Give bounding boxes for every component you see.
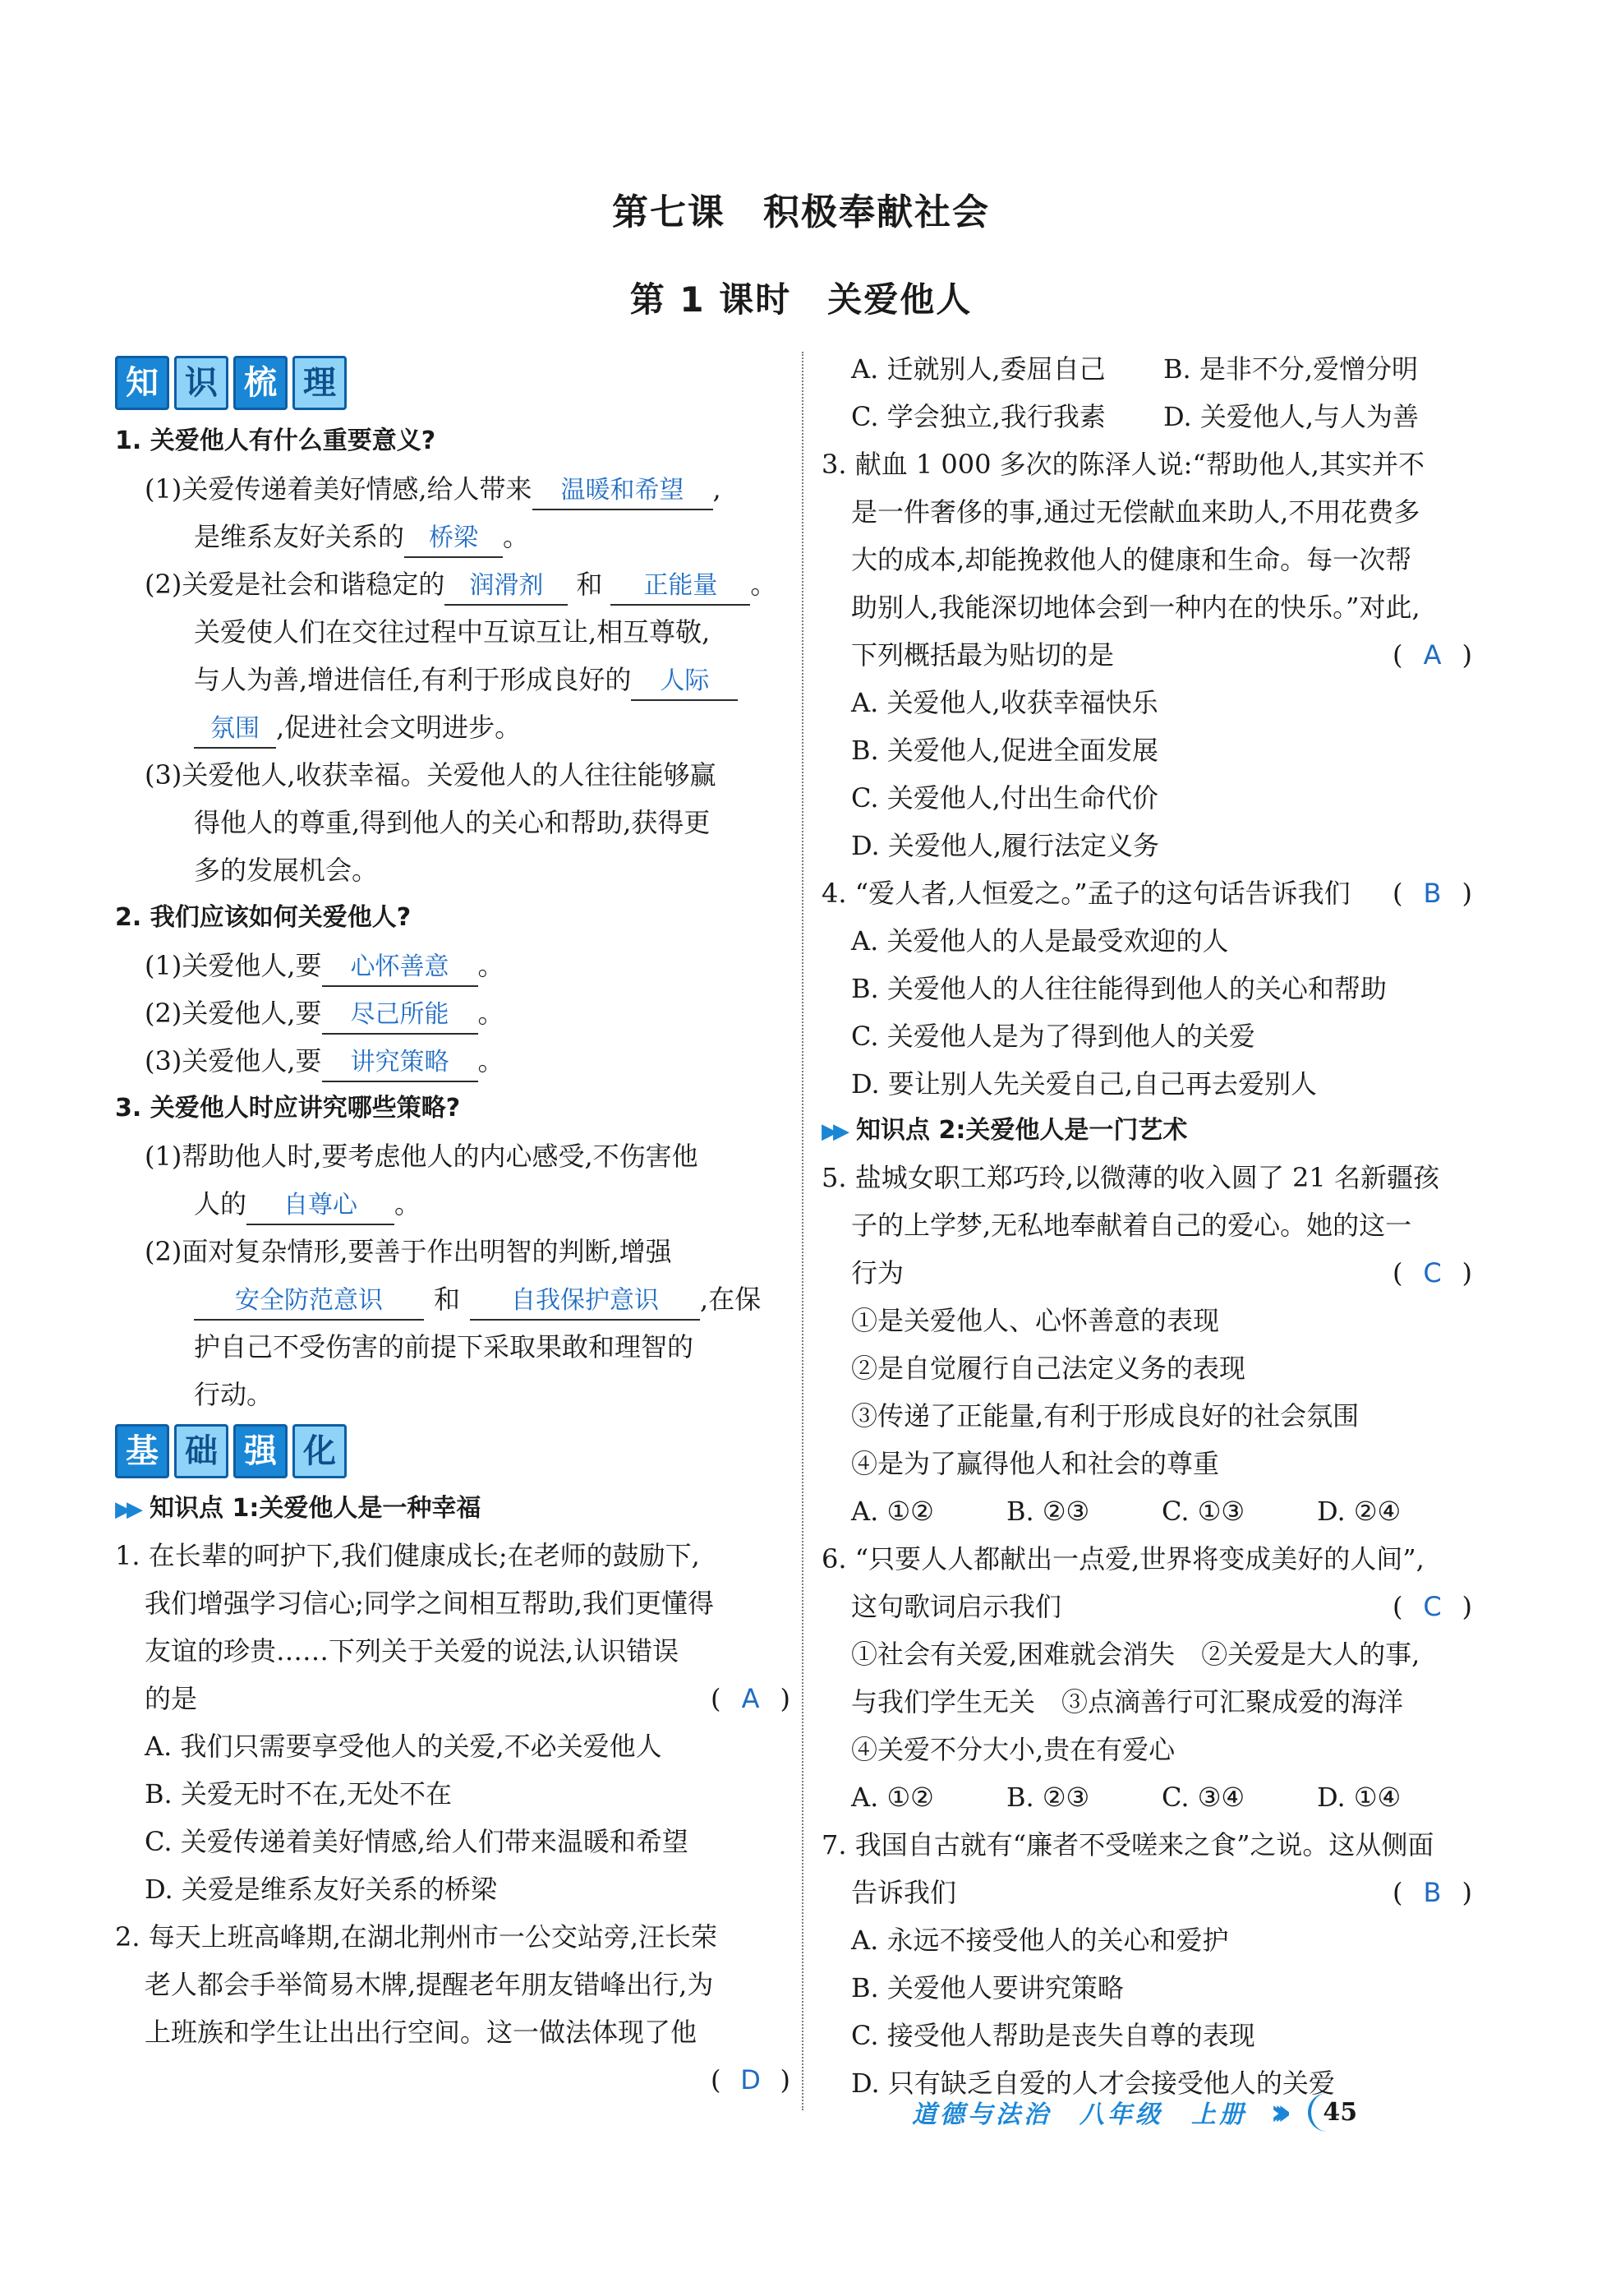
option: B. 关爱他人的人往往能得到他人的关心和帮助: [851, 973, 1387, 1004]
answer-choice: B: [1423, 1877, 1442, 1908]
answer-blank: 自我保护意识: [470, 1283, 700, 1321]
option-row: [822, 1773, 1472, 1821]
option: B. ②③: [1006, 1782, 1090, 1813]
option: C. ③④: [1162, 1782, 1245, 1813]
question-line: 行为 ( C ): [822, 1249, 1472, 1297]
answer-blank: 尽己所能: [322, 997, 478, 1035]
option: A. 永远不接受他人的关心和爱护: [851, 1925, 1229, 1956]
option: A. 关爱他人的人是最受欢迎的人: [851, 925, 1229, 957]
option-row: [822, 1487, 1472, 1535]
text-line: 关爱使人们在交往过程中互谅互让,相互尊敬,: [194, 616, 711, 648]
option: D. 要让别人先关爱自己,自己再去爱别人: [851, 1068, 1318, 1100]
lesson-title: 第七课 积极奉献社会: [612, 191, 990, 233]
option: D. 关爱是维系友好关系的桥梁: [145, 1874, 497, 1905]
banner-char: 础: [174, 1424, 228, 1478]
statement-item: ①社会有关爱,困难就会消失 ②关爱是大人的事,: [851, 1639, 1420, 1670]
answer-choice: B: [1423, 878, 1442, 909]
option: A. ①②: [851, 1496, 934, 1527]
text-line: 人的 自尊心 。: [115, 1180, 790, 1228]
text-line: (1)关爱他人,要 心怀善意 。: [115, 942, 790, 989]
text-line: (3)关爱他人,收获幸福。关爱他人的人往往能够赢: [145, 759, 716, 791]
option: B. ②③: [1006, 1496, 1090, 1527]
banner-char: 识: [174, 356, 228, 410]
option: D. ①④: [1317, 1782, 1402, 1813]
option: A. 我们只需要享受他人的关爱,不必关爱他人: [145, 1731, 662, 1762]
knowledge-banner: [115, 353, 790, 413]
page-number: 45: [1308, 2093, 1357, 2132]
section-title: 第 1 课时 关爱他人: [629, 279, 973, 320]
option: A. ①②: [851, 1782, 934, 1813]
option: C. 关爱他人是为了得到他人的关爱: [851, 1021, 1255, 1052]
answer-bracket: ( B ): [1393, 869, 1472, 917]
banner-char: 基: [115, 1424, 169, 1478]
question-line: 4. “爱人者,人恒爱之。”孟子的这句话告诉我们 ( B ): [822, 869, 1472, 917]
statement-item: 与我们学生无关 ③点滴善行可汇聚成爱的海洋: [851, 1686, 1404, 1717]
question-heading: 3. 关爱他人时应讲究哪些策略?: [115, 1094, 461, 1123]
text-line: 安全防范意识 和 自我保护意识 ,在保: [115, 1275, 790, 1323]
question-line: 助别人,我能深切地体会到一种内在的快乐。”对此,: [851, 592, 1420, 623]
page-footer: [912, 2087, 1357, 2137]
option-row: [822, 393, 1472, 440]
text-line: 是维系友好关系的 桥梁 。: [115, 513, 790, 560]
option: C. 接受他人帮助是丧失自尊的表现: [851, 2020, 1255, 2051]
right-column: [822, 345, 1472, 2107]
question-line: 是一件奢侈的事,通过无偿献血来助人,不用花费多: [851, 496, 1420, 528]
question-heading: 1. 关爱他人有什么重要意义?: [115, 426, 436, 455]
statement-item: ③传递了正能量,有利于形成良好的社会氛围: [851, 1400, 1360, 1432]
text-line: (2)关爱是社会和谐稳定的 润滑剂 和 正能量 。: [115, 560, 790, 608]
answer-choice: A: [741, 1683, 760, 1714]
answer-blank: 润滑剂: [444, 568, 568, 606]
option: A. 迁就别人,委屈自己: [851, 353, 1106, 385]
question-line: 下列概括最为贴切的是 ( A ): [822, 631, 1472, 679]
chevron-right-icon: ›››: [1270, 2091, 1281, 2133]
answer-blank: 正能量: [610, 568, 750, 606]
question-line: 友谊的珍贵……下列关于关爱的说法,认识错误: [145, 1635, 679, 1667]
question-line: 子的上学梦,无私地奉献着自己的爱心。她的这一: [851, 1210, 1412, 1241]
banner-char: 知: [115, 356, 169, 410]
text-line: 得他人的尊重,得到他人的关心和帮助,获得更: [194, 807, 711, 838]
text-line: (2)面对复杂情形,要善于作出明智的判断,增强: [145, 1236, 672, 1267]
left-column: [115, 350, 790, 2104]
question-line: 我们增强学习信心;同学之间相互帮助,我们更懂得: [145, 1588, 714, 1619]
option: C. 关爱传递着美好情感,给人们带来温暖和希望: [145, 1826, 688, 1857]
question-line: 上班族和学生让出出行空间。这一做法体现了他: [145, 2017, 697, 2048]
option: B. 关爱无时不在,无处不在: [145, 1778, 453, 1810]
text-line: 氛围 ,促进社会文明进步。: [115, 703, 790, 751]
option: D. 关爱他人,履行法定义务: [851, 830, 1160, 861]
question-line: 2. 每天上班高峰期,在湖北荆州市一公交站旁,汪长荣: [115, 1921, 718, 1953]
option: D. 只有缺乏自爱的人才会接受他人的关爱: [851, 2068, 1335, 2099]
option: D. 关爱他人,与人为善: [1163, 401, 1420, 432]
option: B. 关爱他人,促进全面发展: [851, 735, 1159, 766]
answer-bracket: ( C ): [1393, 1583, 1472, 1630]
answer-choice: A: [1423, 639, 1442, 671]
question-heading: 2. 我们应该如何关爱他人?: [115, 903, 412, 932]
option: D. ②④: [1317, 1496, 1402, 1527]
answer-bracket: ( A ): [1393, 631, 1472, 679]
answer-choice: C: [1423, 1591, 1442, 1622]
banner-char: 强: [233, 1424, 288, 1478]
question-line: 告诉我们 ( B ): [822, 1869, 1472, 1916]
question-line: 的是 ( A ): [115, 1675, 790, 1722]
answer-choice: D: [740, 2064, 761, 2095]
answer-blank: 安全防范意识: [194, 1283, 424, 1321]
statement-item: ①是关爱他人、心怀善意的表现: [851, 1305, 1220, 1336]
answer-choice: C: [1423, 1257, 1442, 1289]
knowledge-point-heading: ▶▶ 知识点 1:关爱他人是一种幸福: [115, 1494, 481, 1523]
answer-blank: 自尊心: [246, 1187, 394, 1225]
question-line: 1. 在长辈的呵护下,我们健康成长;在老师的鼓励下,: [115, 1540, 700, 1571]
answer-blank: 人际: [631, 663, 738, 701]
knowledge-point-heading: ▶▶ 知识点 2:关爱他人是一门艺术: [822, 1116, 1188, 1145]
text-line: (2)关爱他人,要 尽己所能 。: [115, 989, 790, 1037]
text-line: 多的发展机会。: [194, 855, 379, 886]
answer-bracket: ( D ): [711, 2056, 790, 2104]
question-line: 6. “只要人人都献出一点爱,世界将变成美好的人间”,: [822, 1543, 1425, 1574]
question-line: 3. 献血 1 000 多次的陈泽人说:“帮助他人,其实并不: [822, 449, 1425, 480]
question-line: 老人都会手举简易木牌,提醒老年朋友错峰出行,为: [145, 1969, 714, 2000]
text-line: 护自己不受伤害的前提下采取果敢和理智的: [194, 1331, 694, 1362]
answer-bracket: ( B ): [1393, 1869, 1472, 1916]
basic-banner: [115, 1422, 790, 1481]
option: C. 关爱他人,付出生命代价: [851, 782, 1158, 814]
banner-char: 化: [292, 1424, 347, 1478]
book-title: 道德与法治 八年级 上册: [912, 2100, 1247, 2129]
question-line: 7. 我国自古就有“廉者不受嗟来之食”之说。这从侧面: [822, 1829, 1434, 1860]
answer-blank: 温暖和希望: [532, 473, 713, 510]
banner-char: 理: [292, 356, 347, 410]
answer-blank: 氛围: [194, 711, 276, 749]
option: B. 关爱他人要讲究策略: [851, 1972, 1124, 2003]
question-line: [115, 2056, 790, 2104]
text-line: (1)帮助他人时,要考虑他人的内心感受,不伤害他: [145, 1141, 698, 1172]
option: C. 学会独立,我行我素: [851, 401, 1106, 432]
answer-blank: 心怀善意: [322, 949, 478, 987]
statement-item: ④是为了赢得他人和社会的尊重: [851, 1448, 1220, 1479]
answer-blank: 讲究策略: [322, 1044, 478, 1082]
statement-item: ④关爱不分大小,贵在有爱心: [851, 1734, 1176, 1765]
question-line: 5. 盐城女职工郑巧玲,以微薄的收入圆了 21 名新疆孩: [822, 1162, 1439, 1193]
answer-blank: 桥梁: [404, 520, 503, 558]
text-line: (3)关爱他人,要 讲究策略 。: [115, 1037, 790, 1085]
text-line: (1)关爱传递着美好情感,给人带来 温暖和希望 ,: [115, 465, 790, 513]
double-arrow-icon: ▶▶: [822, 1119, 845, 1144]
banner-char: 梳: [233, 356, 288, 410]
option: B. 是非不分,爱憎分明: [1163, 353, 1419, 385]
question-line: 大的成本,却能挽救他人的健康和生命。每一次帮: [851, 544, 1412, 575]
answer-bracket: ( C ): [1393, 1249, 1472, 1297]
statement-item: ②是自觉履行自己法定义务的表现: [851, 1353, 1246, 1384]
option: A. 关爱他人,收获幸福快乐: [851, 687, 1158, 718]
question-line: 这句歌词启示我们 ( C ): [822, 1583, 1472, 1630]
option: C. ①③: [1162, 1496, 1245, 1527]
text-line: 与人为善,增进信任,有利于形成良好的 人际: [115, 656, 790, 703]
answer-bracket: ( A ): [711, 1675, 790, 1722]
column-divider: [802, 352, 803, 2110]
double-arrow-icon: ▶▶: [115, 1497, 138, 1522]
option-row: [822, 345, 1472, 393]
text-line: 行动。: [194, 1379, 274, 1410]
